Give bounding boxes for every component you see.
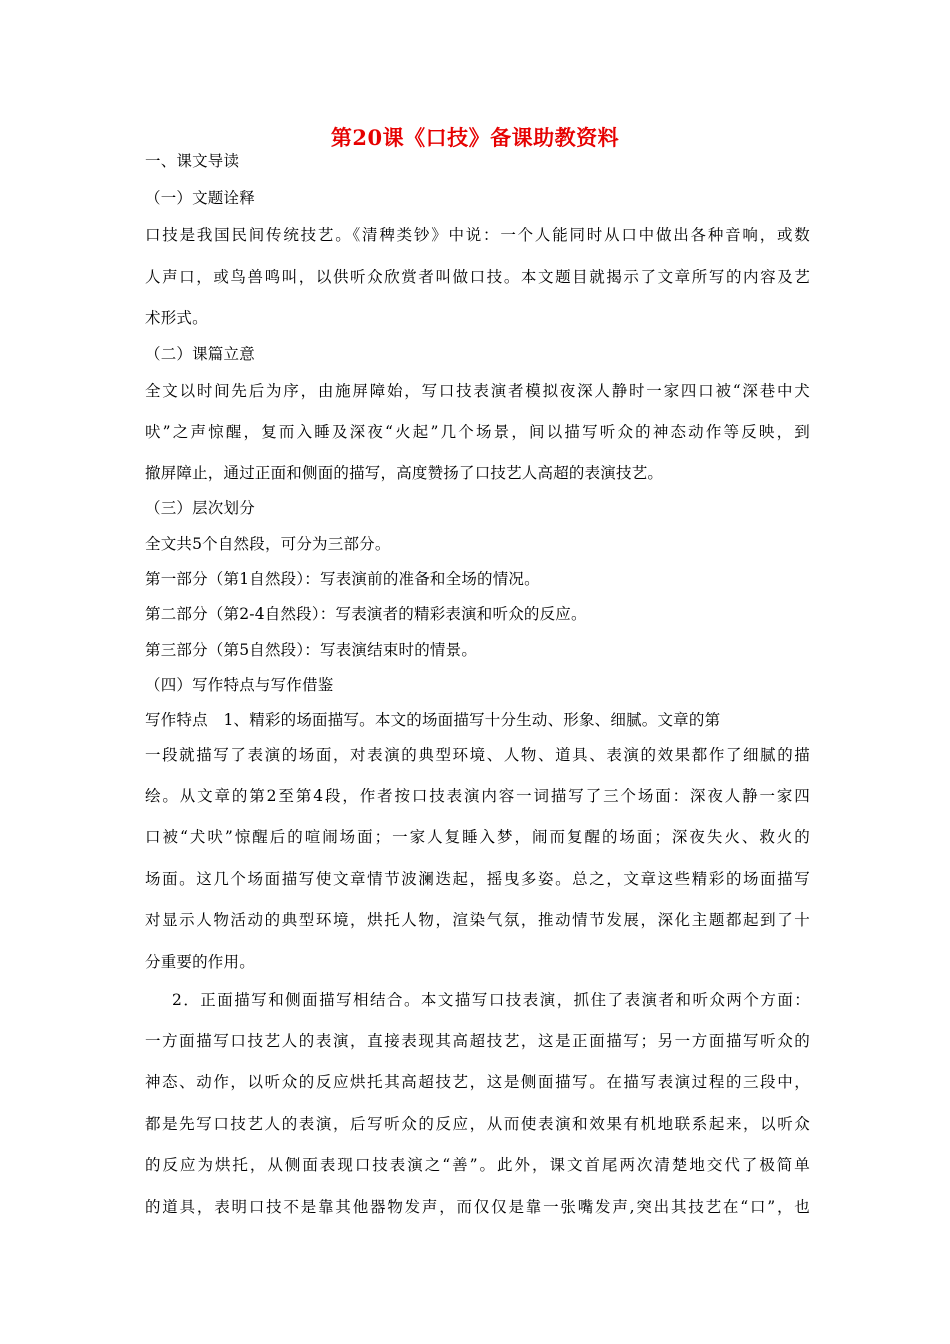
- text-line: 全文共5个自然段，可分为三部分。: [145, 535, 391, 553]
- text-line: 第一部分（第1自然段）：写表演前的准备和全场的情况。: [145, 570, 540, 588]
- text-line: 第三部分（第5自然段）：写表演结束时的情景。: [145, 641, 478, 659]
- text-line: 人声口，或鸟兽鸣叫，以供听众欣赏者叫做口技。本文题目就揭示了文章所写的内容及艺: [145, 268, 810, 286]
- text-line: 写作特点 1、精彩的场面描写。本文的场面描写十分生动、形象、细腻。文章的第: [145, 711, 721, 729]
- text-line: 分重要的作用。: [145, 953, 255, 971]
- text-line: 的反应为烘托，从侧面表现口技表演之“善”。此外，课文首尾两次清楚地交代了极简单: [145, 1156, 810, 1174]
- text-line: 一方面描写口技艺人的表演，直接表现其高超技艺，这是正面描写；另一方面描写听众的: [145, 1032, 810, 1050]
- text-line: 一段就描写了表演的场面，对表演的典型环境、人物、道具、表演的效果都作了细腻的描: [145, 746, 810, 764]
- text-line: 场面。这几个场面描写使文章情节波澜迭起，摇曳多姿。总之，文章这些精彩的场面描写: [145, 870, 810, 888]
- text-line: 的道具，表明口技不是靠其他器物发声，而仅仅是靠一张嘴发声,突出其技艺在“口”，也: [145, 1198, 810, 1216]
- text-line: （一）文题诠释: [145, 189, 255, 207]
- text-line: 第二部分（第2-4自然段）：写表演者的精彩表演和听众的反应。: [145, 605, 587, 623]
- text-line: 一、课文导读: [145, 152, 240, 170]
- text-line: 撤屏障止，通过正面和侧面的描写，高度赞扬了口技艺人高超的表演技艺。: [145, 464, 664, 482]
- text-line: 口技是我国民间传统技艺。《清稗类钞》中说：一个人能同时从口中做出各种音响，或数: [145, 226, 810, 244]
- text-line: 都是先写口技艺人的表演，后写听众的反应，从而使表演和效果有机地联系起来，以听众: [145, 1115, 810, 1133]
- text-line: （三）层次划分: [145, 499, 255, 517]
- text-line: 口被“犬吠”惊醒后的喧闹场面；一家人复睡入梦，闹而复醒的场面；深夜失火、救火的: [145, 828, 810, 846]
- document-title: 第20课《口技》备课助教资料: [330, 125, 620, 150]
- text-line: 全文以时间先后为序，由施屏障始，写口技表演者模拟夜深人静时一家四口被“深巷中犬: [145, 382, 810, 400]
- text-line: 2．正面描写和侧面描写相结合。本文描写口技表演，抓住了表演者和听众两个方面：: [172, 991, 810, 1009]
- text-line: 对显示人物活动的典型环境，烘托人物，渲染气氛，推动情节发展，深化主题都起到了十: [145, 911, 810, 929]
- text-line: （四）写作特点与写作借鉴: [145, 676, 334, 694]
- text-line: 绘。从文章的第2至第4段，作者按口技表演内容一词描写了三个场面：深夜人静一家四: [145, 787, 810, 805]
- text-line: （二）课篇立意: [145, 345, 255, 363]
- text-line: 术形式。: [145, 309, 208, 327]
- text-line: 神态、动作，以听众的反应烘托其高超技艺，这是侧面描写。在描写表演过程的三段中，: [145, 1073, 810, 1091]
- text-line: 吠”之声惊醒，复而入睡及深夜“火起”几个场景，间以描写听众的神态动作等反映，到: [145, 423, 810, 441]
